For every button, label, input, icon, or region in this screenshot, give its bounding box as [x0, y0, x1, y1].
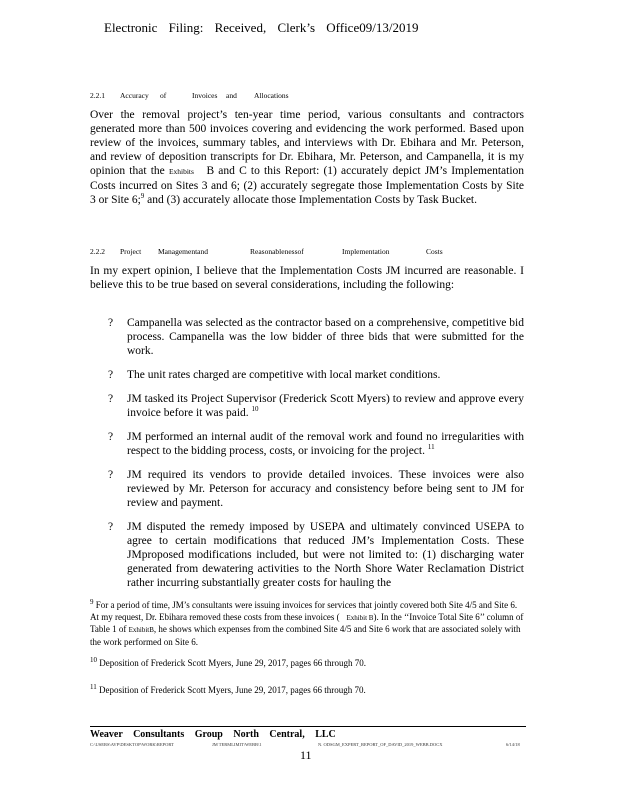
footnote-10	[90, 658, 524, 670]
heading-word: Managementand	[158, 247, 208, 256]
considerations-list	[90, 316, 524, 600]
exhibit-ref: Exhibit B	[346, 613, 374, 622]
bullet-glyph: ?	[108, 431, 114, 443]
bullet-body: JM performed an internal audit of the removal work and found no irregularities with respect to the bidding process, costs, or invoicing for the project.	[127, 431, 524, 457]
bullet-glyph: ?	[108, 521, 114, 533]
footnote-ref: 9	[140, 192, 145, 201]
bullet-glyph: ?	[108, 393, 114, 405]
para-text: to this Report: (1) accurately depict JM’s Implementation Costs incurred on Sites 3 and 6; (2) accurately segregate those Implementation Costs by Site 3 or Site 6;	[90, 165, 525, 206]
heading-word: Allocations	[254, 91, 289, 100]
bullet-body: JM tasked its Project Supervisor (Frederick Scott Myers) to review and approve every invoice before it was paid.	[127, 393, 524, 419]
footnote-ref: 11	[427, 443, 435, 452]
footnote-9	[90, 600, 524, 648]
heading-word: of	[160, 91, 167, 100]
footer-date: 6/14/18	[506, 742, 520, 747]
bullet-text	[127, 392, 524, 420]
list-item	[90, 468, 524, 510]
heading-word: and	[226, 91, 237, 100]
bullet-glyph: ?	[108, 469, 114, 481]
heading-word: Reasonablenessof	[250, 247, 304, 256]
footnote-number: 9	[90, 598, 94, 606]
bullet-text	[127, 368, 524, 382]
bullet-glyph: ?	[108, 317, 114, 329]
list-item	[90, 368, 524, 382]
exhibit-b-ref: B	[206, 165, 215, 177]
para-text: and (3) accurately allocate those Implementation Costs by Task Bucket.	[147, 194, 477, 206]
footnote-text: Deposition of Frederick Scott Myers, June 29, 2017, pages 66 through 70.	[99, 685, 366, 695]
bullet-body: JM required its vendors to provide detailed invoices. These invoices were also reviewed by Mr. Peterson for accuracy and consistency before being sent to JM for review and payment.	[127, 469, 524, 509]
heading-word: Project	[120, 247, 142, 256]
footnote-text: Deposition of Frederick Scott Myers, June 29, 2017, pages 66 through 70.	[99, 658, 366, 668]
bullet-text	[127, 316, 524, 358]
filing-stamp: Electronic Filing: Received, Clerk’s Office09/13/2019	[104, 20, 419, 35]
bullet-body: The unit rates charged are competitive with local market conditions.	[127, 369, 441, 381]
and-word: and	[218, 165, 235, 177]
section-heading-2-2-2	[90, 247, 443, 256]
bullet-body: JM disputed the remedy imposed by USEPA and ultimately convinced USEPA to agree to certain modifications that reduced JM’s Implementation Costs. These JMproposed modifications included, but were not limited to: (1) discharging water generated from dewatering activities to the North Shore Water Reclamation District rather incurring substantially greater costs for hauling the	[127, 521, 524, 589]
reasonableness-intro: In my expert opinion, I believe that the Implementation Costs JM incurred are reasonable. I believe this to be true based on several considerations, including the following:	[90, 265, 524, 291]
bullet-text	[127, 468, 524, 510]
section-number: 2.2.2	[90, 247, 105, 256]
footer-file-name: N. ODSGM_EXPERT_REPORT_OF_DAVID_2019_WEBB.DOCX	[318, 742, 443, 747]
exhibit-ref: ExhibitB	[128, 626, 154, 634]
list-item	[90, 520, 524, 590]
accuracy-paragraph	[90, 108, 524, 207]
bullet-text	[127, 520, 524, 590]
heading-word: Invoices	[192, 91, 218, 100]
page-number: 11	[300, 748, 312, 762]
footnote-text: For a period of time, JM’s consultants were issuing invoices for services that jointly covered both Site 4/5 and Site 6. At my request, Dr. Ebihara removed these costs from these invoices (	[90, 600, 518, 622]
heading-word: Implementation	[342, 247, 390, 256]
footnote-text: , he shows which expenses from the combined Site 4/5 and Site 6 work that are associated solely with the work performed on Site 6.	[90, 624, 521, 647]
footnote-text: ). In the ‘‘Invoice Total Site 6’’ column of Table 1 of	[90, 611, 524, 634]
exhibits-label: Exhibits	[168, 167, 194, 176]
heading-word: Accuracy	[120, 91, 149, 100]
para-text: Over the removal project’s ten-year time period, various consultants and contractors generated more than 500 invoices covering and evidencing the work performed. Based upon review of the invoices, summary tables, and interviews with Dr. Ebihara and Mr. Peterson, and review of deposition transcripts for Dr. Ebihara, Mr. Peterson, and Campanella, it is my opinion that the	[90, 109, 524, 177]
bullet-glyph: ?	[108, 369, 114, 381]
footnote-number: 11	[90, 683, 97, 691]
footnote-number: 10	[90, 656, 97, 664]
list-item	[90, 430, 524, 458]
bullet-body: Campanella was selected as the contractor based on a comprehensive, competitive bid process. Campanella was the low bidder of three bids that were submitted for the work.	[127, 317, 524, 357]
footnote-11	[90, 685, 524, 697]
section-number: 2.2.1	[90, 91, 105, 100]
bullet-text	[127, 430, 524, 458]
list-item	[90, 392, 524, 420]
footnote-ref: 10	[251, 405, 259, 414]
footer-ref: JM TERMLIMIT\WEBB\1	[212, 742, 262, 747]
section-heading-2-2-1	[90, 91, 289, 100]
list-item	[90, 316, 524, 358]
footer-firm-name: Weaver Consultants Group North Central, LLC	[90, 729, 336, 740]
exhibit-c-ref: C	[239, 165, 247, 177]
footer-file-path: C:\USERS\AVP\DESKTOP\WORK\REPORT	[90, 742, 174, 747]
footer-divider	[90, 726, 526, 727]
heading-word: Costs	[426, 247, 443, 256]
